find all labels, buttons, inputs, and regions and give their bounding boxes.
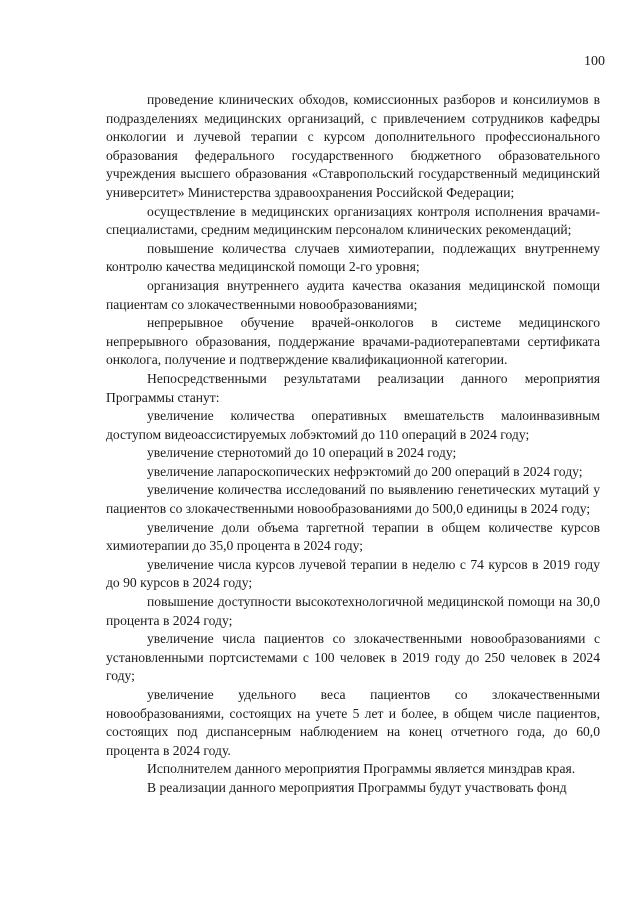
paragraph: организация внутреннего аудита качества оказания медицинской помощи пациентам со злокачественными новообразованиями; <box>106 277 600 312</box>
paragraph: Исполнителем данного мероприятия Программы является минздрав края. <box>147 761 576 777</box>
paragraph: повышение количества случаев химиотерапии, подлежащих внутреннему контролю качества медицинской помощи 2-го уровня; <box>106 240 600 275</box>
paragraph: проведение клинических обходов, комиссионных разборов и консилиумов в подразделениях медицинских организаций, с привлечением сотрудников кафедры онкологии и лучевой терапии с курсом дополнительного профессионального образования федерального государственного бюджетного образовательного учреждения высшего образования «Ставропольский государственный медицинский университет» Министерства здравоохранения Российской Федерации; <box>106 92 600 200</box>
page-number: 100 <box>584 54 605 69</box>
paragraph: увеличение удельного веса пациентов со злокачественными новообразованиями, состоящих на учете 5 лет и более, в общем числе пациентов, состоящих под диспансерным наблюдением на конец отчетного года, до 60,0 процента в 2024 году. <box>106 687 600 758</box>
paragraph: Непосредственными результатами реализации данного мероприятия Программы станут: <box>106 370 600 405</box>
paragraph: осуществление в медицинских организациях контроля исполнения врачами-специалистами, средним медицинским персоналом клинических рекомендаций; <box>106 203 600 238</box>
paragraph: увеличение стернотомий до 10 операций в 2024 году; <box>147 445 457 461</box>
paragraph: увеличение числа пациентов со злокачественными новообразованиями с установленными портсистемами с 100 человек в 2019 году до 250 человек в 2024 году; <box>106 631 600 684</box>
paragraph: непрерывное обучение врачей-онкологов в системе медицинского непрерывного образования, поддержание врачами-радиотерапевтами сертификата онколога, получение и подтверждение квалификационной категории. <box>106 315 600 368</box>
paragraph: увеличение количества исследований по выявлению генетических мутаций у пациентов со злокачественными новообразованиями до 500,0 единицы в 2024 году; <box>106 482 600 517</box>
paragraph: В реализации данного мероприятия Программы будут участвовать фонд <box>147 779 567 795</box>
paragraph: увеличение лапароскопических нефрэктомий до 200 операций в 2024 году; <box>147 463 583 479</box>
paragraph: повышение доступности высокотехнологичной медицинской помощи на 30,0 процента в 2024 году; <box>106 594 600 628</box>
paragraph: увеличение доли объема таргетной терапии в общем количестве курсов химиотерапии до 35,0 процента в 2024 году; <box>106 519 600 554</box>
paragraph: увеличение числа курсов лучевой терапии в неделю с 74 курсов в 2019 году до 90 курсов в 2024 году; <box>106 556 600 591</box>
document-body <box>106 91 600 798</box>
paragraph: увеличение количества оперативных вмешательств малоинвазивным доступом видеоассистируемых лобэктомий до 110 операций в 2024 году; <box>106 408 600 442</box>
